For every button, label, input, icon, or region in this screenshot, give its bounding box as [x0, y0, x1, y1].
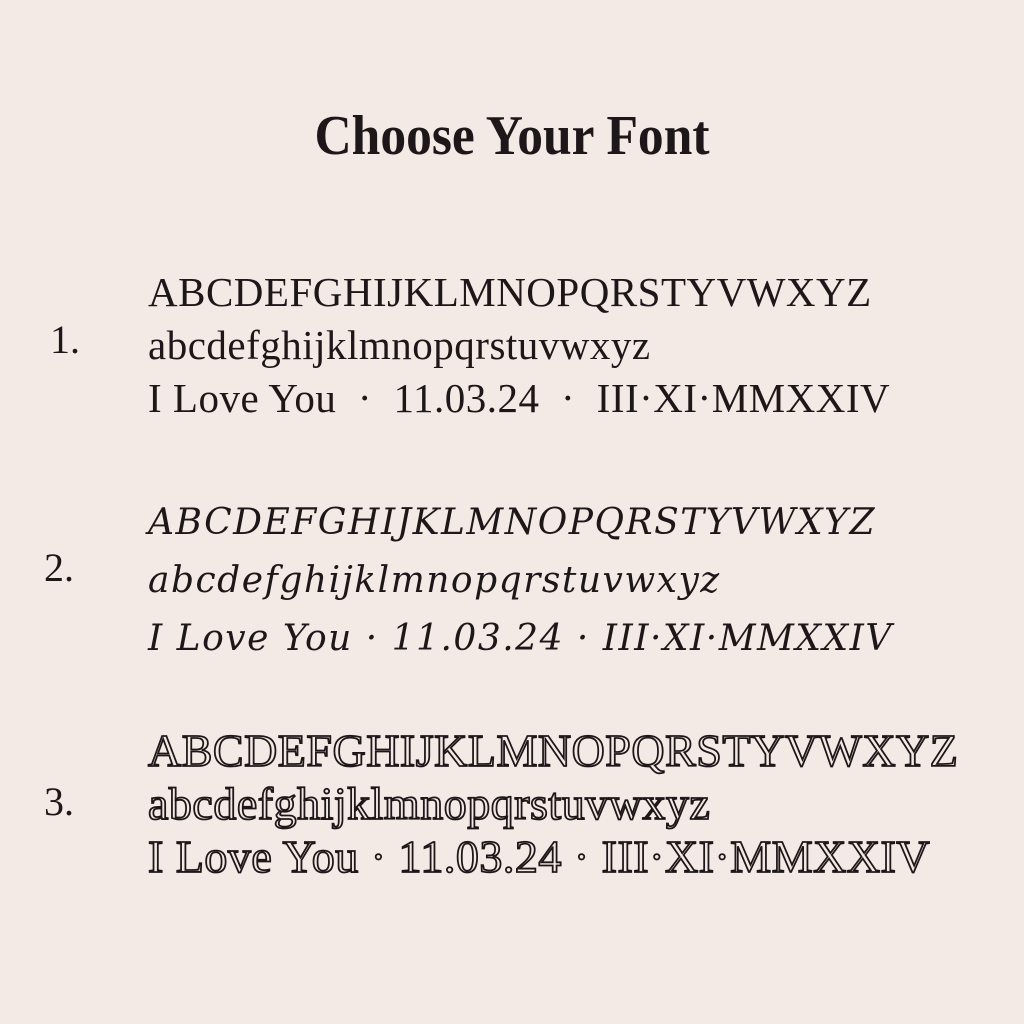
font-option-1-uppercase: ABCDEFGHIJKLMNOPQRSTYVWXYZ [148, 269, 872, 315]
font-option-1-lowercase: abcdefghijklmnopqrstuvwxyz [148, 322, 651, 368]
font-option-3-lowercase: abcdefghijklmnopqrstuvwxyz [148, 778, 711, 829]
font-option-2-lowercase: abcdefghijklmnopqrstuvwxyz [148, 560, 721, 601]
font-option-3-preview [148, 724, 958, 883]
font-option-2-number: 2. [44, 545, 74, 590]
font-option-2-sample-line: I Love You · 11.03.24 · III·XI·MMXXIV [148, 618, 893, 659]
font-option-1-preview [148, 266, 890, 425]
font-option-1-number: 1. [50, 317, 80, 362]
font-option-1-sample-line: I Love You · 11.03.24 · III·XI·MMXXIV [148, 375, 891, 421]
font-option-3-uppercase: ABCDEFGHIJKLMNOPQRSTYVWXYZ [148, 725, 959, 776]
page-title: Choose Your Font [314, 105, 710, 167]
font-option-2-preview [148, 494, 893, 668]
font-option-3-number: 3. [44, 779, 74, 824]
font-option-2-uppercase: ABCDEFGHIJKLMNOPQRSTYVWXYZ [148, 502, 876, 543]
font-option-3-sample-line: I Love You · 11.03.24 · III·XI·MMXXIV [148, 831, 931, 882]
